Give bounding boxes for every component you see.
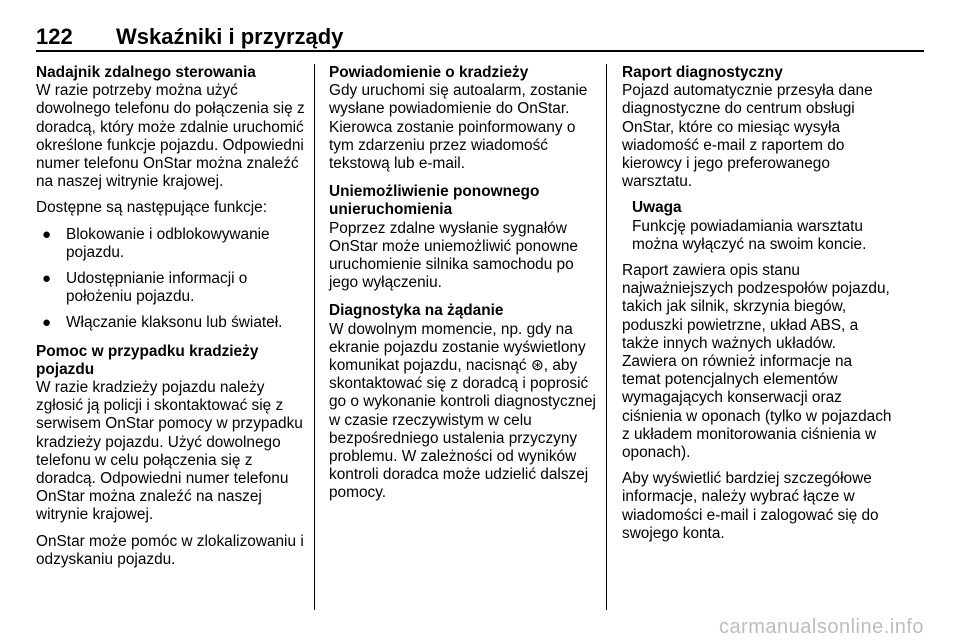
section-heading: Diagnostyka na żądanie [329, 302, 504, 320]
section-remote-control [36, 64, 312, 333]
bullet-icon: ● [42, 225, 52, 243]
section-heading: Pomoc w przypadku kradzieży pojazdu [36, 342, 259, 378]
section-heading: Nadajnik zdalnego sterowania [36, 64, 256, 81]
column-1 [36, 64, 312, 579]
page-header [36, 14, 924, 54]
list-item [36, 226, 312, 262]
section-diagnostics-on-demand [329, 302, 601, 502]
page-title: Wskaźniki i przyrządy [116, 24, 344, 49]
paragraph: OnStar może pomóc w zlokalizowaniu i odzyskaniu pojazdu. [36, 532, 304, 568]
function-list [36, 226, 312, 333]
section-heading: Powiadomienie o kradzieży [329, 64, 529, 81]
header-rule [36, 50, 924, 52]
section-heading: Raport diagnostyczny [622, 64, 783, 81]
paragraph: Poprzez zdalne wysłanie sygnałów OnStar może uniemożliwić ponowne uruchomienie silnika samochodu po jego wyłączeniu. [329, 219, 578, 292]
section-theft-notification [329, 64, 601, 173]
paragraph: Gdy uruchomi się autoalarm, zostanie wysłane powiadomienie do OnStar. Kierowca zostanie poinformowany o tym zdarzeniu przez wiadomość tekstową lub e-mail. [329, 82, 588, 173]
paragraph: W razie potrzeby można użyć dowolnego telefonu do połączenia się z doradcą, który może zdalnie uruchomić określone funkcje pojazdu. Odpowiedni numer telefonu OnStar można znaleźć na naszej witrynie krajowej. [36, 82, 305, 191]
list-item [36, 314, 312, 332]
list-item-text: Blokowanie i odblokowywanie pojazdu. [66, 225, 270, 261]
section-theft-assistance [36, 343, 312, 569]
section-heading: Uniemożliwienie ponownego unieruchomienia [329, 183, 540, 219]
paragraph: W razie kradzieży pojazdu należy zgłosić ją policji i skontaktować się z serwisem OnStar pomocy w przypadku kradzieży pojazdu. Użyć dowolnego telefonu w celu połączenia się z doradcą. Odpowiedni numer telefonu OnStar można znaleźć na naszej witrynie krajowej. [36, 379, 303, 524]
column-2 [329, 64, 601, 513]
paragraph: W dowolnym momencie, np. gdy na ekranie pojazdu zostanie wyświetlony komunikat pojazdu, nacisnąć ⊛, aby skontaktować się z doradcą i poprosić go o wykonanie kontroli diagnostycznej w czasie rzeczywistym w celu bezpośredniego ustalenia przyczyny problemu. W zależności od wyników kontroli doradca może udzielić dalszej pomocy. [329, 320, 596, 502]
page-number: 122 [36, 24, 73, 49]
list-item [36, 270, 312, 306]
note-text: Funkcję powiadamiania warsztatu można wyłączyć na swoim koncie. [632, 217, 867, 253]
list-item-text: Włączanie klaksonu lub świateł. [66, 314, 283, 332]
section-diagnostic-report [622, 64, 892, 543]
column-divider-2 [606, 64, 607, 610]
note-heading: Uwaga [632, 199, 682, 217]
column-divider-1 [314, 64, 315, 610]
paragraph: Pojazd automatycznie przesyła dane diagnostyczne do centrum obsługi OnStar, które co miesiąc wysyła wiadomość e-mail z raportem do kierowcy i jego preferowanego warsztatu. [622, 82, 873, 191]
list-item-text: Udostępnianie informacji o położeniu pojazdu. [66, 270, 248, 306]
paragraph: Dostępne są następujące funkcje: [36, 199, 268, 217]
bullet-icon: ● [42, 314, 52, 332]
watermark: carmanualsonline.info [718, 616, 924, 638]
note-box [632, 199, 892, 254]
paragraph: Aby wyświetlić bardziej szczegółowe informacje, należy wybrać łącze w wiadomości e-mail i zalogować się do swojego konta. [622, 470, 879, 542]
bullet-icon: ● [42, 270, 52, 288]
column-3 [622, 64, 892, 553]
section-immobilization [329, 183, 601, 292]
paragraph: Raport zawiera opis stanu najważniejszych podzespołów pojazdu, takich jak silnik, skrzynia biegów, poduszki powietrzne, układ ABS, a także innych ważnych układów. Zawiera on również informacje na temat potencjalnych elementów wymagających konserwacji oraz ciśnienia w oponach (tylko w pojazdach z układem monitorowania ciśnienia w oponach). [622, 262, 892, 462]
